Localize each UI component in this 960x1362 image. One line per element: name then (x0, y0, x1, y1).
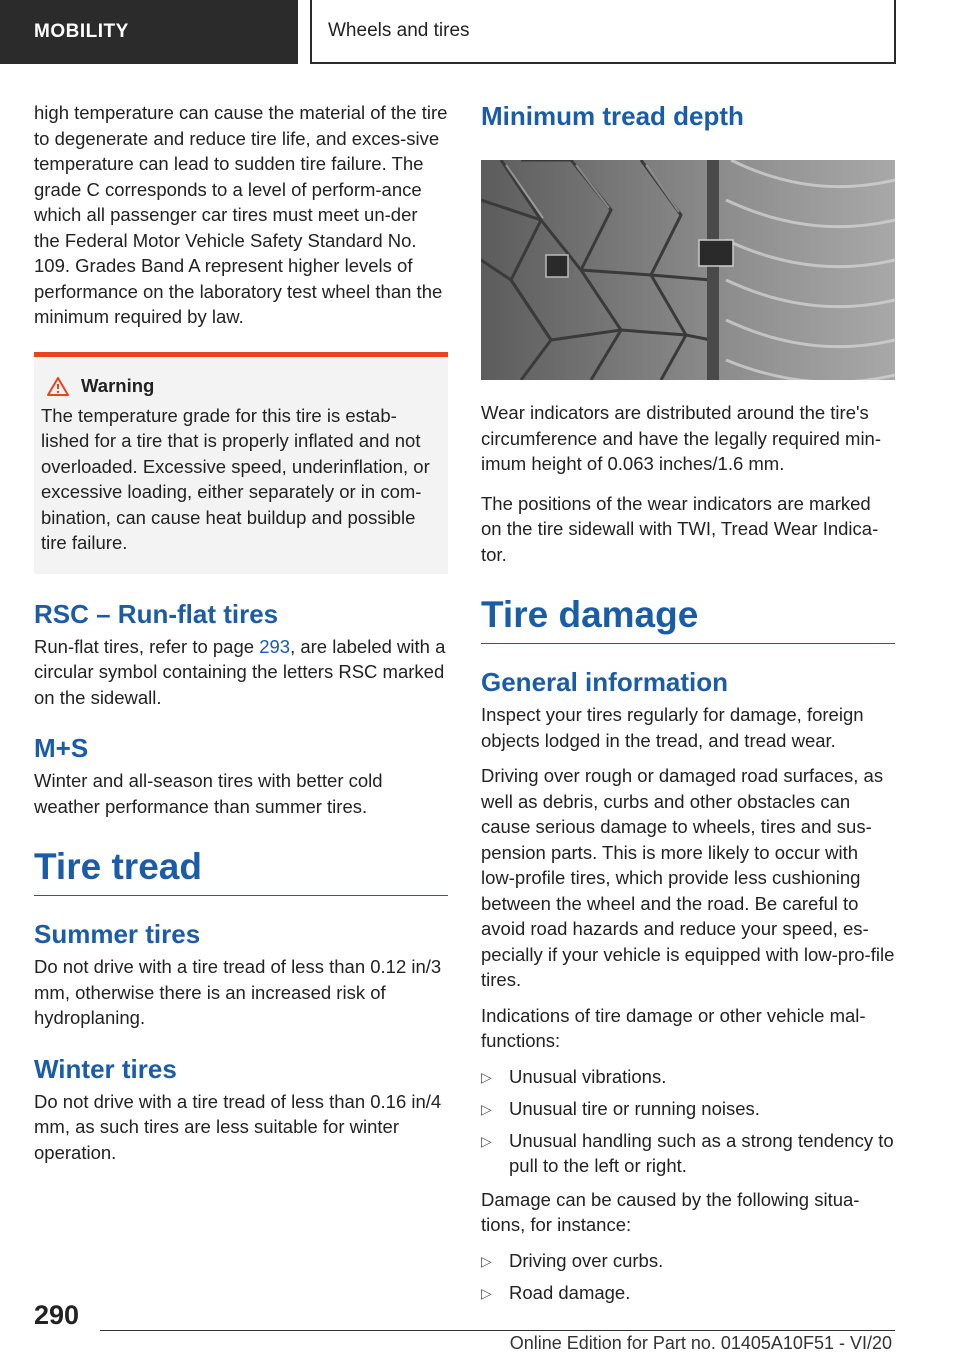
list-item (481, 1064, 895, 1090)
ms-heading: M+S (34, 733, 89, 763)
warning-title-text: Warning (81, 374, 155, 396)
tire-tread-image (481, 160, 895, 380)
list-item-text: Unusual handling such as a strong tendency to pull to the left or right. (509, 1129, 894, 1176)
list-item-text: Unusual vibrations. (509, 1065, 667, 1087)
right-column (481, 100, 895, 1314)
min-tread-depth-heading: Minimum tread depth (481, 101, 744, 131)
general-paragraph-1: Inspect your tires regularly for damage, foreign objects lodged in the tread, and tread wear. (481, 704, 864, 751)
general-paragraph-4: Damage can be caused by the following situa-tions, for instance: (481, 1188, 860, 1235)
list-item-text: Driving over curbs. (509, 1249, 664, 1271)
header-section-tab (0, 0, 298, 64)
general-paragraph-3: Indications of tire damage or other vehicle mal-functions: (481, 1004, 866, 1051)
warning-text: The temperature grade for this tire is estab-lished for a tire that is properly inflated and not overloaded. Excessive speed, underinflation, or excessive loading, either separately or in com-bination, can cause heat buildup and possible tire failure. (41, 404, 430, 553)
winter-tires-heading: Winter tires (34, 1053, 177, 1084)
list-item-text: Unusual tire or running noises. (509, 1097, 760, 1119)
left-column (34, 100, 448, 1175)
general-information-heading: General information (481, 667, 729, 697)
rsc-text-before: Run-flat tires, refer to page (34, 635, 260, 657)
triangle-right-icon: ▷ (481, 1132, 492, 1149)
header-chapter-label: Wheels and tires (328, 20, 470, 41)
tire-tread-heading: Tire tread (34, 845, 448, 896)
tire-damage-heading: Tire damage (481, 593, 895, 644)
min-depth-paragraph-2: The positions of the wear indicators are marked on the tire sidewall with TWI, Tread Wear Indica-tor. (481, 492, 879, 565)
page-link-293[interactable]: 293 (259, 635, 291, 657)
triangle-right-icon: ▷ (481, 1284, 492, 1301)
winter-tires-paragraph: Do not drive with a tire tread of less than 0.16 in/4 mm, as such tires are less suitable for winter operation. (34, 1090, 442, 1163)
warning-box (34, 352, 448, 574)
summer-tires-heading: Summer tires (34, 919, 201, 949)
list-item (481, 1128, 895, 1179)
header-section-label: MOBILITY (34, 21, 129, 42)
warning-triangle-icon (47, 376, 69, 396)
general-paragraph-2: Driving over rough or damaged road surfaces, as well as debris, curbs and other obstacles can cause serious damage to wheels, tires and sus-pension parts. This is more likely to occur with low-profile tires, which provide less cushioning between the wheel and the road. Be careful to avoid road hazards and reduce your speed, es-pecially if your vehicle is equipped with low-pro-file tires. (481, 765, 895, 990)
header-chapter-tab (310, 0, 896, 64)
rsc-paragraph (34, 634, 448, 711)
rsc-heading: RSC – Run-flat tires (34, 598, 279, 629)
page-number: 290 (34, 1300, 80, 1330)
ms-paragraph: Winter and all-season tires with better cold weather performance than summer tires. (34, 770, 383, 817)
footer-edition: Online Edition for Part no. 01405A10F51 - VI/20 (509, 1333, 892, 1353)
summer-tires-paragraph: Do not drive with a tire tread of less than 0.12 in/3 mm, otherwise there is an increased risk of hydroplaning. (34, 956, 442, 1028)
indications-list (481, 1064, 895, 1179)
min-depth-paragraph-1: Wear indicators are distributed around the tire's circumference and have the legally required min-imum height of 0.063 inches/1.6 mm. (481, 402, 882, 474)
triangle-right-icon: ▷ (481, 1252, 492, 1269)
footer-divider (100, 1330, 895, 1331)
list-item (481, 1280, 895, 1306)
list-item-text: Road damage. (509, 1281, 631, 1303)
intro-paragraph: high temperature can cause the material of the tire to degenerate and reduce tire life, and exces-sive temperature can lead to sudden tire failure. The grade C corresponds to a level of perform-ance which all passenger car tires must meet un-der the Federal Motor Vehicle Safety Standard No. 109. Grades Band A represent higher levels of performance on the laboratory test wheel than the minimum required by law. (34, 102, 448, 327)
warning-title (41, 375, 440, 397)
triangle-right-icon: ▷ (481, 1068, 492, 1085)
list-item (481, 1248, 895, 1274)
triangle-right-icon: ▷ (481, 1100, 492, 1117)
list-item (481, 1096, 895, 1122)
rsc-text-after: , are labeled with a circular symbol containing the letters RSC marked on the sidewall. (34, 635, 446, 708)
situations-list (481, 1248, 895, 1306)
